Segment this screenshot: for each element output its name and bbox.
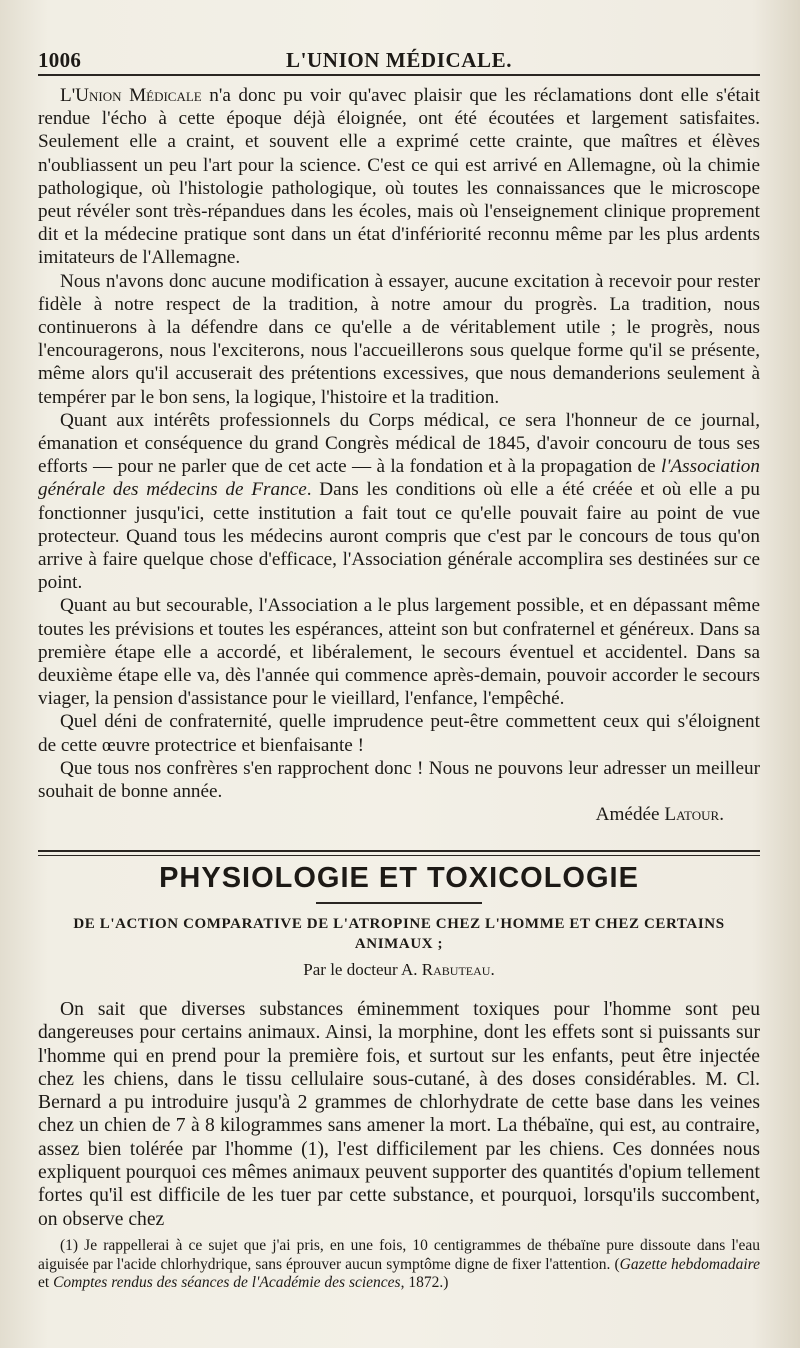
paragraph: On sait que diverses substances éminemment toxiques pour l'homme sont peu dangereuses pour certains animaux. Ainsi, la morphine, dont les effets sont si puissants sur l'homme qui en prend pour la première fois, et surtout sur les enfants, peut être injectée chez les chiens, dans le tissu cellulaire sous-cutané, à des doses considérables. M. Cl. Bernard a pu introduire jusqu'à 2 grammes de chlorhydrate de cette base dans les veines chez un chien de 7 à 8 kilogrammes sans amener la mort. La thébaïne, qui est, au contraire, assez bien tolérée par l'homme (1), l'est difficilement par les chiens. Ces données nous expliquent pourquoi ces mêmes animaux peuvent supporter des quantités d'opium tellement fortes qu'il est difficile de les tuer par cette substance, et pourquoi, lorsqu'ils succombent, on observe chez [38, 999, 760, 1230]
paragraph [38, 84, 760, 270]
article-byline [38, 960, 760, 980]
footnote-text-start: (1) Je rappellerai à ce sujet que j'ai pris, en une fois, 10 centigrammes de thébaïne pure dissoute dans l'eau aiguisée par l'acide chlorhydrique, sans éprouver aucun symptôme digne de fixer l'attention. ( [38, 1237, 760, 1273]
footnote-text [38, 1237, 760, 1293]
association-name: l'Association générale des médecins de France [38, 456, 760, 501]
paragraph-text: n'a donc pu voir qu'avec plaisir que les réclamations dont elle s'était rendue l'écho à cette époque déjà éloignée, ont été écoutées et largement satisfaites. Seulement elle a craint, et souvent elle a exprimé cette crainte, que maîtres et élèves n'oubliassent un peu l'art pour la science. C'est ce qui est arrivé en Allemagne, où la chimie pathologique, où l'histologie pathologique, où toutes les connaissances que le microscope peut révéler sont très-répandues dans les écoles, mais où l'enseignement clinique proprement dit et la médecine pratique sont dans un état d'infériorité reconnu même par les plus ardents imitateurs de l'Allemagne. [38, 85, 760, 269]
citation-journal: Gazette hebdomadaire [619, 1255, 760, 1273]
paragraph-text: Quant aux intérêts professionnels du Corps médical, ce sera l'honneur de ce journal, émanation et conséquence du grand Congrès médical de 1845, d'avoir concouru de tous ses efforts — pour ne parler que de cet acte — à la fondation et à la propagation de [38, 409, 760, 478]
editorial-text [38, 84, 760, 827]
header-rule [38, 74, 760, 76]
byline-prefix: Par le docteur A. [303, 960, 422, 979]
article-title: DE L'ACTION COMPARATIVE DE L'ATROPINE CHEZ L'HOMME ET CHEZ CERTAINS ANIMAUX ; [73, 916, 725, 952]
paragraph: Quant au but secourable, l'Association a le plus largement possible, et en dépassant même toutes les prévisions et toutes les espérances, atteint son but confraternel et généreux. Dans sa première étape elle a accordé, et libéralement, le secours éventuel et accidentel. Dans sa deuxième étape elle va, dès l'année qui commence après-demain, pouvoir accorder le secours viager, la pension d'assistance pour le vieillard, l'enfance, l'empêché. [38, 595, 760, 710]
author-name: Rabuteau. [421, 960, 495, 979]
page-number: 1006 [38, 48, 82, 72]
footnote-text-end: , 1872.) [400, 1274, 449, 1291]
citation-comptes-rendus: Comptes rendus des séances de l'Académie des sciences [53, 1274, 401, 1291]
journal-name-inline: L'Union Médicale [60, 85, 202, 106]
signature-last-name: Latour. [664, 804, 724, 826]
paragraph: Nous n'avons donc aucune modification à essayer, aucune excitation à recevoir pour rester fidèle à notre respect de la tradition, à notre amour du progrès. La tradition, nous continuerons à la défendre dans ce qu'elle a de véritablement utile ; le progrès, nous l'encouragerons, nous l'exciterons, nous l'accueillerons sous quelque forme qu'il se présente, même alors qu'il accuserait des prétentions excessives, que nous demanderions seulement à tempérer par le bon sens, la logique, l'histoire et la tradition. [38, 270, 760, 408]
section-divider-thin [38, 855, 760, 856]
paragraph [38, 409, 760, 595]
page-header [38, 40, 760, 80]
article-body [38, 998, 760, 1231]
section-title-rule [316, 902, 482, 904]
footnote-connector: et [38, 1274, 54, 1291]
signature [38, 803, 760, 826]
section-divider [38, 850, 760, 852]
paragraph: Que tous nos confrères s'en rapprochent donc ! Nous ne pouvons leur adresser un meilleur souhait de bonne année. [38, 757, 760, 803]
footnote [38, 1237, 760, 1293]
paragraph: Quel déni de confraternité, quelle imprudence peut-être commettent ceux qui s'éloignent de cette œuvre protectrice et bienfaisante ! [38, 711, 760, 756]
section-title: PHYSIOLOGIE ET TOXICOLOGIE [159, 862, 639, 894]
signature-first-name: Amédée [595, 804, 665, 826]
paragraph-text: . Dans les conditions où elle a été créée et où elle a pu fonctionner jusqu'ici, cette institution a fait tout ce qu'elle pouvait faire au point de vue protecteur. Quand tous les médecins auront compris que c'est par le concours de tous qu'on arrive à faire quelque chose d'efficace, l'Association générale accomplira ses destinées sur ce point. [38, 479, 760, 594]
journal-title: L'UNION MÉDICALE. [286, 48, 513, 72]
